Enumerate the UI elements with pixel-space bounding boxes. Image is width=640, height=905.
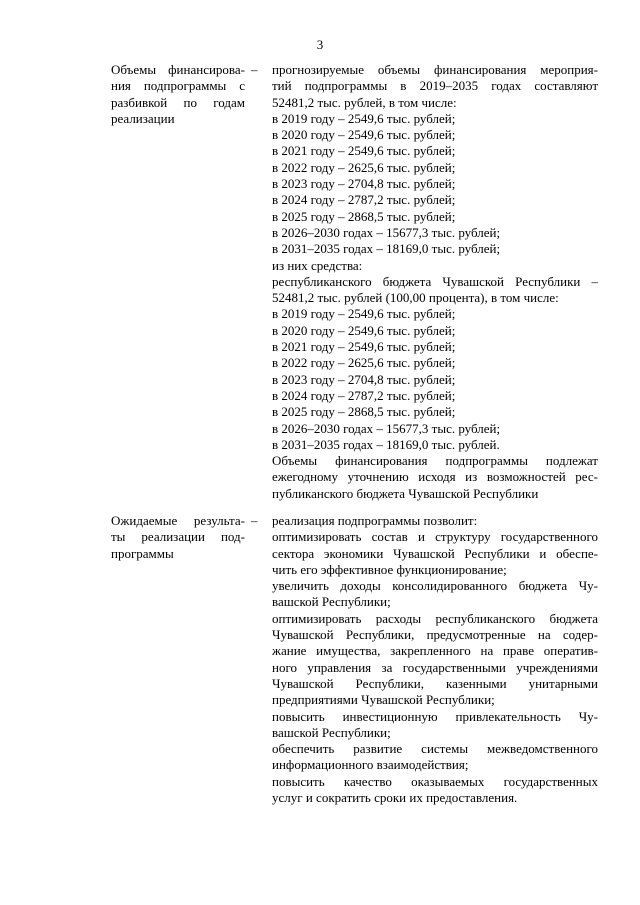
content-line: вашской Республики; [272, 724, 391, 740]
results-content [272, 513, 598, 806]
label-line: ты реализации под- [111, 529, 245, 545]
content-line: сектора экономики Чувашской Республики и обеспе- [272, 545, 598, 561]
label-line: Ожидаемые результа- [111, 513, 245, 528]
content-line: из них средства: [272, 257, 363, 273]
content-line: в 2031–2035 годах – 18169,0 тыс. рублей; [272, 241, 501, 257]
content-line: в 2019 году – 2549,6 тыс. рублей; [272, 306, 456, 322]
financing-content [272, 62, 598, 502]
content-line: в 2020 году – 2549,6 тыс. рублей; [272, 127, 456, 143]
content-line: Чувашской Республики, предусмотренные на содер- [272, 627, 598, 643]
content-line: в 2025 году – 2868,5 тыс. рублей; [272, 208, 456, 224]
content-line: вашской Республики; [272, 594, 391, 610]
content-line: информационного взаимодействия; [272, 757, 469, 773]
content-line: в 2025 году – 2868,5 тыс. рублей; [272, 404, 456, 420]
content-line: в 2022 году – 2625,6 тыс. рублей; [272, 355, 456, 371]
content-line: оптимизировать состав и структуру государственного [272, 529, 598, 545]
label-line: Объемы финансирова- [111, 62, 245, 77]
financing-dash: – [251, 62, 258, 77]
content-line: в 2026–2030 годах – 15677,3 тыс. рублей; [272, 420, 501, 436]
content-line: прогнозируемые объемы финансирования мероприя- [272, 62, 598, 77]
content-line: в 2024 году – 2787,2 тыс. рублей; [272, 192, 456, 208]
content-line: чить его эффективное функционирование; [272, 561, 507, 577]
financing-label [111, 62, 245, 127]
content-line: услуг и сократить сроки их предоставления. [272, 790, 518, 806]
content-line: жание имущества, закрепленного на праве оператив- [272, 643, 598, 659]
content-line: предприятиями Чувашской Республики; [272, 692, 495, 708]
content-line: повысить качество оказываемых государственных [272, 773, 598, 789]
label-line: реализации [111, 110, 175, 126]
content-line: в 2022 году – 2625,6 тыс. рублей; [272, 159, 456, 175]
content-line: тий подпрограммы в 2019–2035 годах составляют [272, 78, 598, 94]
content-line: в 2023 году – 2704,8 тыс. рублей; [272, 371, 456, 387]
content-line: республиканского бюджета Чувашской Республики – [272, 273, 598, 289]
content-line: публиканского бюджета Чувашской Республики [272, 485, 539, 501]
content-line: в 2026–2030 годах – 15677,3 тыс. рублей; [272, 224, 501, 240]
content-line: оптимизировать расходы республиканского бюджета [272, 610, 598, 626]
content-line: в 2023 году – 2704,8 тыс. рублей; [272, 176, 456, 192]
content-line: Объемы финансирования подпрограммы подлежат [272, 453, 598, 469]
content-line: повысить инвестиционную привлекательность Чу- [272, 708, 598, 724]
content-line: 52481,2 тыс. рублей, в том числе: [272, 94, 457, 110]
content-line: в 2031–2035 годах – 18169,0 тыс. рублей. [272, 436, 500, 452]
content-line: увеличить доходы консолидированного бюджета Чу- [272, 578, 598, 594]
content-line: в 2024 году – 2787,2 тыс. рублей; [272, 387, 456, 403]
content-line: в 2020 году – 2549,6 тыс. рублей; [272, 322, 456, 338]
content-line: Чувашской Республики, казенными унитарными [272, 675, 598, 691]
content-line: обеспечить развитие системы межведомственного [272, 741, 598, 757]
content-line: в 2021 году – 2549,6 тыс. рублей; [272, 339, 456, 355]
page-number: 3 [316, 37, 324, 52]
label-line: разбивкой по годам [111, 94, 245, 110]
content-line: ежегодному уточнению исходя из возможностей рес- [272, 469, 598, 485]
content-line: ного управления за государственными учреждениями [272, 659, 598, 675]
content-line: в 2019 году – 2549,6 тыс. рублей; [272, 110, 456, 126]
label-line: программы [111, 545, 174, 561]
content-line: 52481,2 тыс. рублей (100,00 процента), в том числе: [272, 290, 559, 306]
results-dash: – [251, 513, 258, 528]
results-label [111, 513, 245, 562]
content-line: реализация подпрограммы позволит: [272, 513, 478, 528]
content-line: в 2021 году – 2549,6 тыс. рублей; [272, 143, 456, 159]
label-line: ния подпрограммы с [111, 78, 245, 94]
